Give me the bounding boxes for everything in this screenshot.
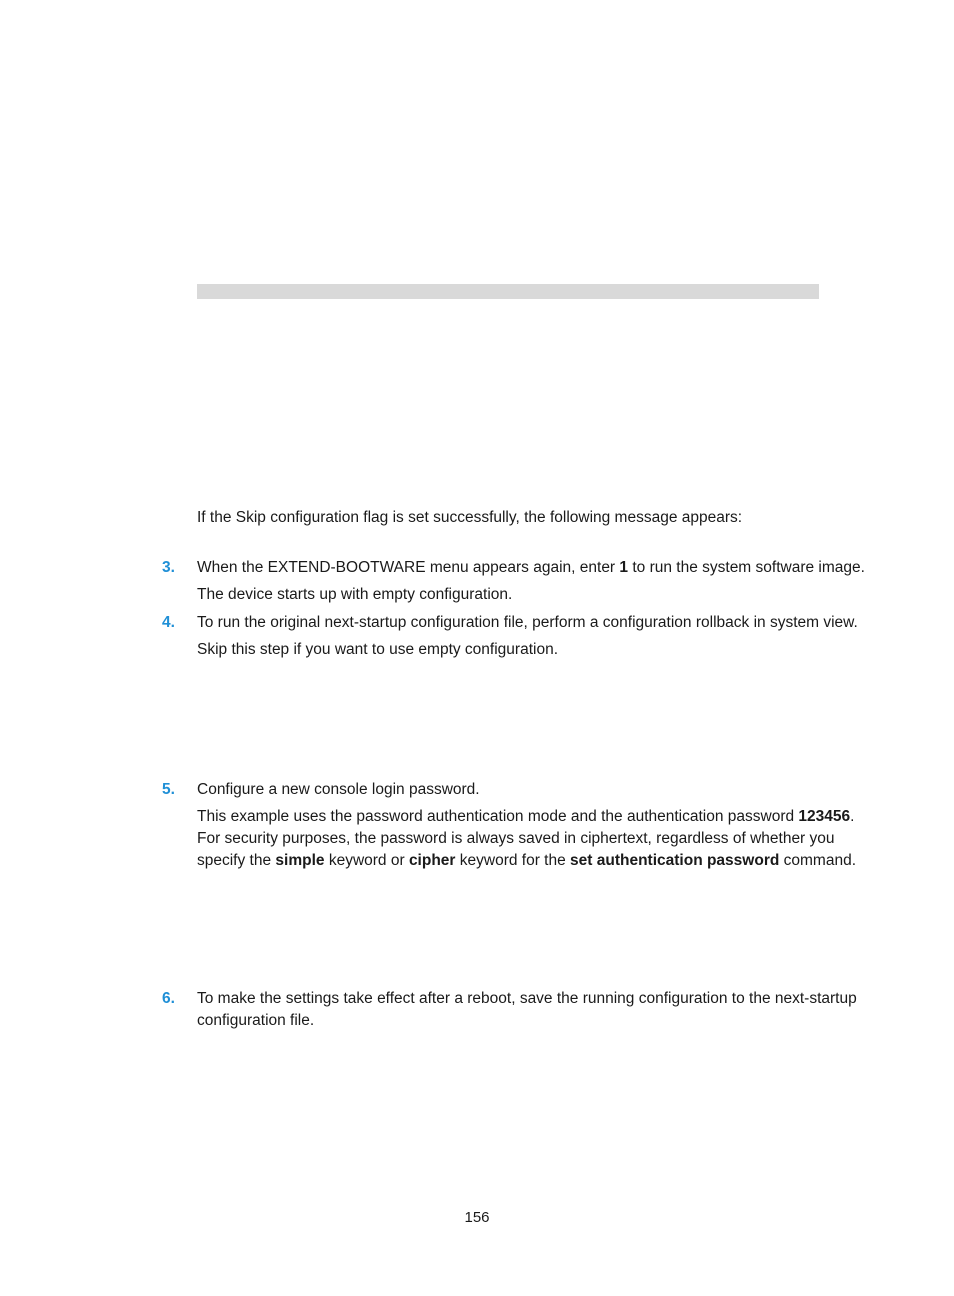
step-number-3: 3. bbox=[162, 559, 175, 576]
step-5-detail-part: . For security purposes, the password is always saved in ciphertext, regardless of whether you specify the bbox=[197, 808, 855, 869]
step-number-6: 6. bbox=[162, 990, 175, 1007]
keyword-simple: simple bbox=[275, 852, 325, 869]
step-3-text-post: to run the system software image. bbox=[628, 559, 865, 576]
step-number-4: 4. bbox=[162, 614, 175, 631]
step-5-text: Configure a new console login password. bbox=[197, 781, 480, 798]
keyword-cipher: cipher bbox=[408, 852, 456, 869]
step-3-detail: The device starts up with empty configuration. bbox=[197, 586, 513, 603]
step-4-text: To run the original next-startup configuration file, perform a configuration rollback in system view. bbox=[197, 614, 858, 631]
step-number-5: 5. bbox=[162, 781, 175, 798]
step-5-detail-part: keyword for the bbox=[455, 852, 571, 869]
page-number: 156 bbox=[464, 1209, 490, 1226]
code-block-bar bbox=[197, 284, 819, 299]
step-5-detail bbox=[197, 806, 867, 872]
step-5-detail-part: This example uses the password authentication mode and the authentication password bbox=[197, 808, 799, 825]
step-5-detail-part: keyword or bbox=[324, 852, 409, 869]
step-6-text: To make the settings take effect after a reboot, save the running configuration to the next-startup configuration file. bbox=[197, 990, 857, 1029]
step-5-detail-part: command. bbox=[779, 852, 856, 869]
step-4-detail: Skip this step if you want to use empty configuration. bbox=[197, 641, 558, 658]
password-value: 123456 bbox=[798, 808, 851, 825]
step-3-text bbox=[197, 557, 865, 579]
command-name: set authentication password bbox=[570, 852, 780, 869]
intro-text: If the Skip configuration flag is set successfully, the following message appears: bbox=[197, 509, 743, 526]
step-3-key: 1 bbox=[619, 559, 629, 576]
step-3-text-pre: When the EXTEND-BOOTWARE menu appears again, enter bbox=[197, 559, 620, 576]
